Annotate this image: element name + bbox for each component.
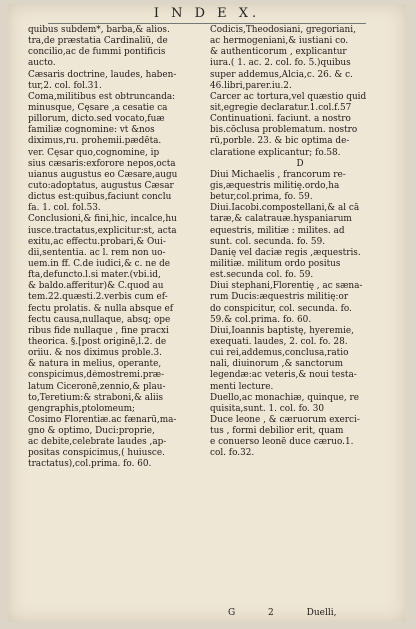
index-line: ribus fide nullaque , fine pracxi [28,325,169,336]
index-line: pillorum, dicto.sed vocato,fuæ [28,114,165,125]
index-line: uianus augustus eo Cæsare,augu [28,169,178,180]
index-line: Danię vel daciæ regis ,æquestris. [210,247,361,258]
index-line: cui rei,addemus,conclusa,ratio [210,348,349,359]
index-line: exitu,ac effectu.probari,& Oui- [28,236,166,247]
page-footer: G 2 Duelli, [228,608,337,618]
index-line: e conuerso leonē duce cæruo.1. [210,437,354,448]
index-line: Duce leone , & cæruorum exerci- [210,414,360,425]
index-line: exequati. laudes, 2. col. fo. 28. [210,336,348,347]
index-line: to,Teretium:& straboni,& aliis [28,392,164,403]
index-line: super addemus,Alcia,c. 26. & c. [210,69,353,80]
index-line: dictus est:quibus,faciunt conclu [28,192,172,203]
index-line: sius cæsaris:exforore nepos,octa [28,158,176,169]
index-line: Continuationi. faciunt. a nostro [210,114,351,125]
index-line: fta,defuncto.l.si mater.(vbi.id, [28,270,161,281]
index-line: minusque, Cęsare ,a cesatie ca [28,102,168,113]
index-line: est.secunda col. fo. 59. [210,270,314,281]
index-line: legendæ:ac veteris,& noui testa- [210,370,357,381]
index-line: Cæsaris doctrine, laudes, haben- [28,69,177,80]
index-line: conspicimus,démostremi.præ- [28,370,165,381]
index-line: nali, diuinorum ,& sanctorum [210,359,344,370]
index-line: & authenticorum , explicantur [210,47,347,58]
index-line: iura.( 1. ac. 2. col. fo. 5.)quibus [210,58,351,69]
index-line: Codicis,Theodosiani, gregoriani, [210,25,356,35]
index-line: ver. Cęsar quo,cognomine, ip [28,147,160,158]
index-line: Diui,Ioannis baptistę, hyeremie, [210,325,354,336]
index-line: tra,de præstatia Cardinaliū, de [28,36,168,47]
index-line: sunt. col. secunda. fo. 59. [210,236,326,247]
index-line: concilio,ac de fummi pontificis [28,47,166,58]
index-line: & natura in melius, operante, [28,359,162,370]
index-line: gengraphis,ptolomeum; [28,403,136,414]
index-line: taræ,& calatrauæ.hyspaniarum [210,214,352,225]
index-page [8,4,406,622]
section-letter: D [296,158,304,169]
index-line: rū,porble. 23. & bic optima de- [210,136,350,147]
index-line: ac debite,celebrate laudes ,ap- [28,437,167,448]
index-line: familiæ cognomine: vt &nos [28,125,155,136]
index-line: uem.in ff. C.de iudici,& c. ne de [28,258,171,269]
index-line: tractatus),col.prima. fo. 60. [28,459,152,470]
index-line: sit,egregie declaratur.1.col.f.57 [210,102,352,113]
header-rule [48,23,366,24]
index-line: tus , formi debilior erit, quam [210,426,344,437]
index-line: Diui Michaelis , francorum re- [210,169,346,180]
index-line: gis,æquestris militię.ordo,ha [210,180,340,191]
index-line: positas conspicimus,( huiusce. [28,448,165,459]
index-line: dii,sententia. ac l. rem non uo- [28,247,166,258]
index-line: militiæ. militum ordo positus [210,258,341,269]
index-line: ac hermogeniani,& iustiani co. [210,36,349,47]
index-line: oriiu. & nos diximus proble.3. [28,348,162,359]
index-line: do conspicitur, col. secunda. fo. [210,303,352,314]
index-line: latum Ciceronē,zennio,& plau- [28,381,166,392]
index-line: quibus subdem*, barba,& alios. [28,25,170,35]
index-line: claratione explicantur; fo.58. [210,147,341,158]
index-line: fectu prolatis. & nulla absque ef [28,303,174,314]
index-line: equestris, militiæ : milites. ad [210,225,345,236]
index-line: aucto. [28,58,56,69]
index-line: fa. 1. col. fol.53. [28,203,101,214]
index-line: Cosimo Florentiæ.ac fænarū,ma- [28,414,177,425]
index-line: tur,2. col. fol.31. [28,80,102,91]
index-line: menti lecture. [210,381,274,392]
index-line: theorica. §.[post originē,l.2. de [28,336,167,347]
index-line: 46.libri,parer.iu.2. [210,80,292,91]
page-header: I N D E X. [153,6,261,21]
index-line: bis.cōclusa problematum. nostro [210,125,358,136]
right-column [210,25,390,459]
index-line: Diui.Iacobi.compostellani,& al cā [210,203,360,214]
index-line: & baldo.afferitur)& C.quod au [28,281,164,292]
index-line: tem.22.quæsti.2.verbis cum ef- [28,292,168,303]
index-line: gno & optimo, Duci:proprie, [28,426,155,437]
index-line: Conclusioni,& fini,hic, incalce,hu [28,214,177,225]
index-line: col. fo.32. [210,448,255,459]
index-line: rum Ducis:æquestris militię:or [210,292,349,303]
index-line: Coma,militibus est obtruncanda: [28,91,176,102]
index-line: iusce.tractatus,explicitur:st, acta [28,225,177,236]
index-line: 59.& col.prima. fo. 60. [210,314,312,325]
index-line: diximus,ru. prohemii.pædēta. [28,136,162,147]
index-line: quisita,sunt. 1. col. fo. 30 [210,403,324,414]
index-line: fectu causa,nullaque, absq; ope [28,314,171,325]
index-line: Carcer ac tortura,vel quæstio quid [210,91,367,102]
index-line: betur,col.prima, fo. 59. [210,192,313,203]
index-line: cuto:adoptatus, augustus Cæsar [28,180,174,191]
index-line: Duello,ac monachiæ, quinque, re [210,392,360,403]
index-line: Diui stephani,Florentię , ac sæna- [210,281,363,292]
left-column [28,25,204,471]
